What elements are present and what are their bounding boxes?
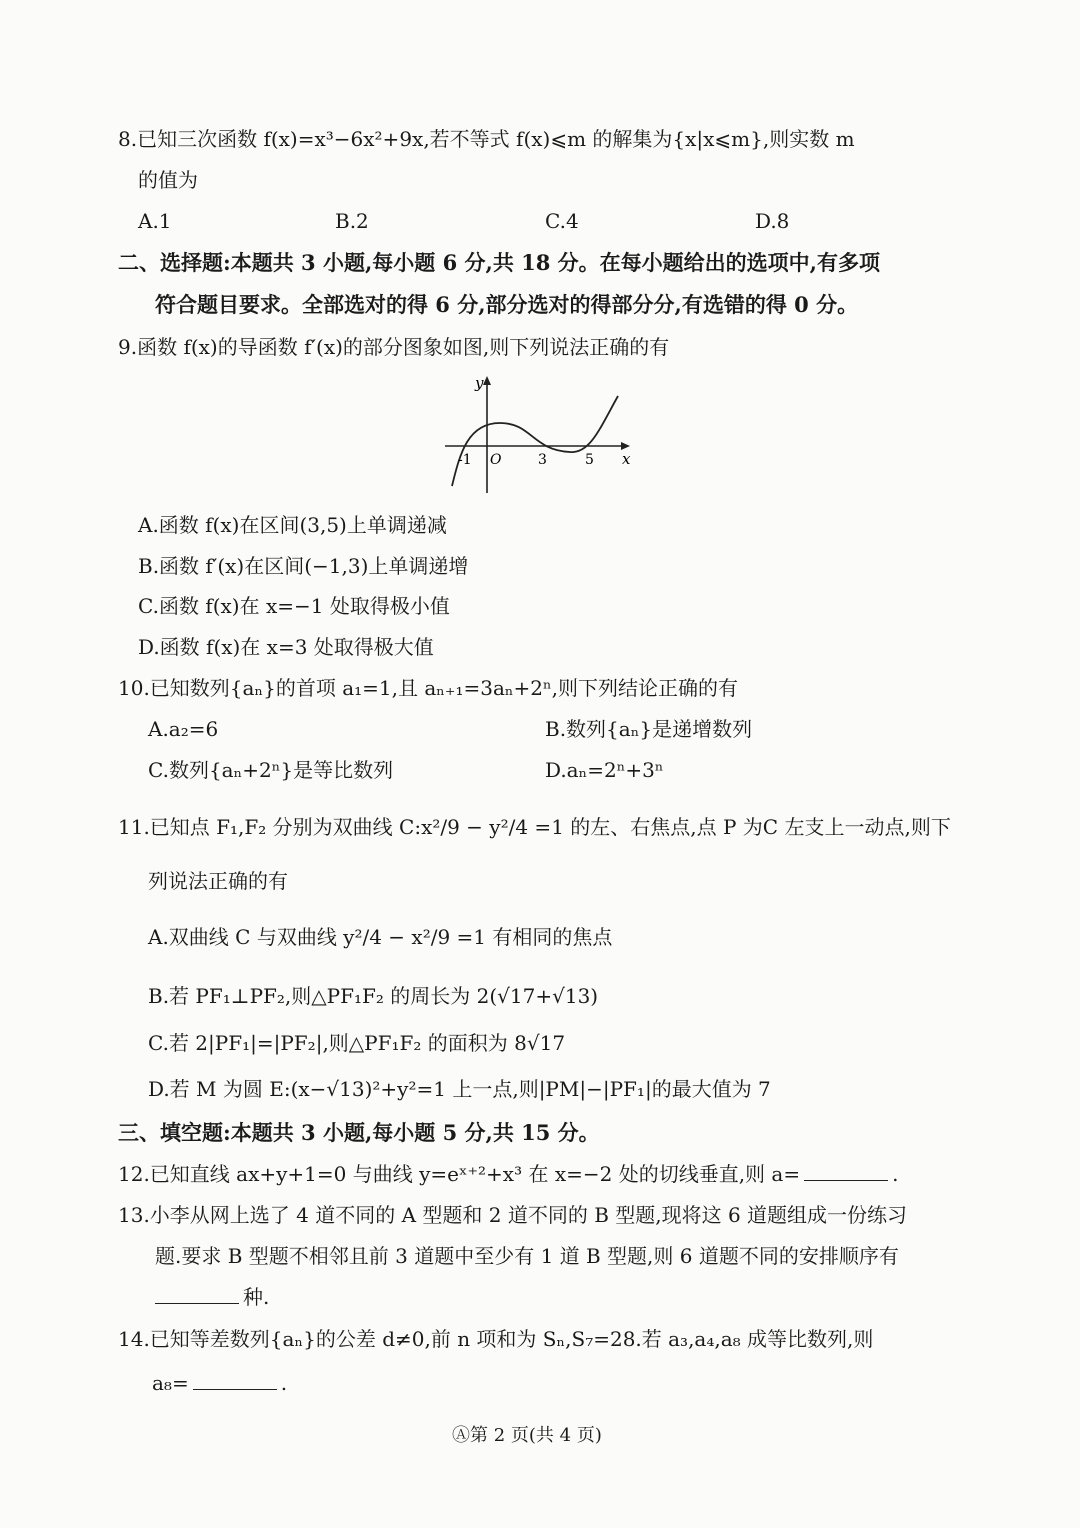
page-footer: Ⓐ第 2 页(共 4 页) <box>452 1425 602 1446</box>
q11-stem-line2: 列说法正确的有 <box>148 869 288 893</box>
q14-prefix: a₈= <box>152 1371 189 1395</box>
q12-period: . <box>892 1162 899 1186</box>
q9-label-neg1: -1 <box>458 452 472 468</box>
q10-stem: 10.已知数列{aₙ}的首项 a₁=1,且 aₙ₊₁=3aₙ+2ⁿ,则下列结论正确的有 <box>118 676 739 700</box>
q13-answer-blank[interactable] <box>155 1285 239 1304</box>
q11-stem-line1: 11.已知点 F₁,F₂ 分别为双曲线 C:x²/9 − y²/4 =1 的左、右焦点,点 P 为C 左支上一动点,则下 <box>118 815 951 839</box>
q8-stem-line2: 的值为 <box>138 168 198 192</box>
q9-derivative-graph <box>440 368 640 498</box>
q14-answer-blank[interactable] <box>193 1371 277 1390</box>
q11-option-d: D.若 M 为圆 E:(x−√13)²+y²=1 上一点,则|PM|−|PF₁|的最大值为 7 <box>148 1077 771 1101</box>
section2-heading-line2: 符合题目要求。全部选对的得 6 分,部分选对的得部分分,有选错的得 0 分。 <box>155 292 859 317</box>
q9-label-3: 3 <box>538 452 547 468</box>
q11-option-c: C.若 2|PF₁|=|PF₂|,则△PF₁F₂ 的面积为 8√17 <box>148 1031 566 1055</box>
q10-option-a: A.a₂=6 <box>148 717 219 741</box>
q9-axis-x-label: x <box>622 450 631 468</box>
section2-heading-line1: 二、选择题:本题共 3 小题,每小题 6 分,共 18 分。在每小题给出的选项中,有多项 <box>118 250 880 275</box>
q14-period: . <box>280 1371 288 1395</box>
q9-axis-y-label: y <box>475 374 484 392</box>
q8-option-d: D.8 <box>755 209 790 233</box>
q13-stem-line2: 题.要求 B 型题不相邻且前 3 道题中至少有 1 道 B 型题,则 6 道题不同的安排顺序有 <box>155 1244 899 1268</box>
q8-stem-line1: 8.已知三次函数 f(x)=x³−6x²+9x,若不等式 f(x)⩽m 的解集为{x|x⩽m},则实数 m <box>118 127 855 151</box>
q12-answer-blank[interactable] <box>804 1162 888 1181</box>
q8-option-c: C.4 <box>545 209 579 233</box>
q11-option-a: A.双曲线 C 与双曲线 y²/4 − x²/9 =1 有相同的焦点 <box>148 925 613 949</box>
q11-option-b: B.若 PF₁⊥PF₂,则△PF₁F₂ 的周长为 2(√17+√13) <box>148 984 599 1008</box>
q9-stem: 9.函数 f(x)的导函数 f′(x)的部分图象如图,则下列说法正确的有 <box>118 335 670 359</box>
q10-option-d: D.aₙ=2ⁿ+3ⁿ <box>545 758 664 782</box>
q13-stem-line1: 13.小李从网上选了 4 道不同的 A 型题和 2 道不同的 B 型题,现将这 6 道题组成一份练习 <box>118 1203 908 1227</box>
section3-heading: 三、填空题:本题共 3 小题,每小题 5 分,共 15 分。 <box>118 1120 600 1145</box>
q12-text: 12.已知直线 ax+y+1=0 与曲线 y=eˣ⁺²+x³ 在 x=−2 处的切线垂直,则 a= <box>118 1162 801 1186</box>
q14-stem-line1: 14.已知等差数列{aₙ}的公差 d≠0,前 n 项和为 Sₙ,S₇=28.若 a₃,a₄,a₈ 成等比数列,则 <box>118 1327 874 1351</box>
q9-option-a: A.函数 f(x)在区间(3,5)上单调递减 <box>138 513 447 537</box>
q10-option-c: C.数列{aₙ+2ⁿ}是等比数列 <box>148 758 394 782</box>
q9-option-c: C.函数 f(x)在 x=−1 处取得极小值 <box>138 594 450 618</box>
q13-stem-line3 <box>155 1284 269 1310</box>
q8-option-a: A.1 <box>138 209 172 233</box>
q12-stem <box>118 1161 898 1187</box>
q10-option-b: B.数列{aₙ}是递增数列 <box>545 717 753 741</box>
q9-label-origin: O <box>490 452 502 468</box>
q9-label-5: 5 <box>585 452 594 468</box>
q9-option-b: B.函数 f′(x)在区间(−1,3)上单调递增 <box>138 554 469 578</box>
q14-stem-line2 <box>152 1370 287 1396</box>
q8-option-b: B.2 <box>335 209 369 233</box>
q13-unit: 种. <box>243 1285 270 1309</box>
q9-option-d: D.函数 f(x)在 x=3 处取得极大值 <box>138 635 434 659</box>
